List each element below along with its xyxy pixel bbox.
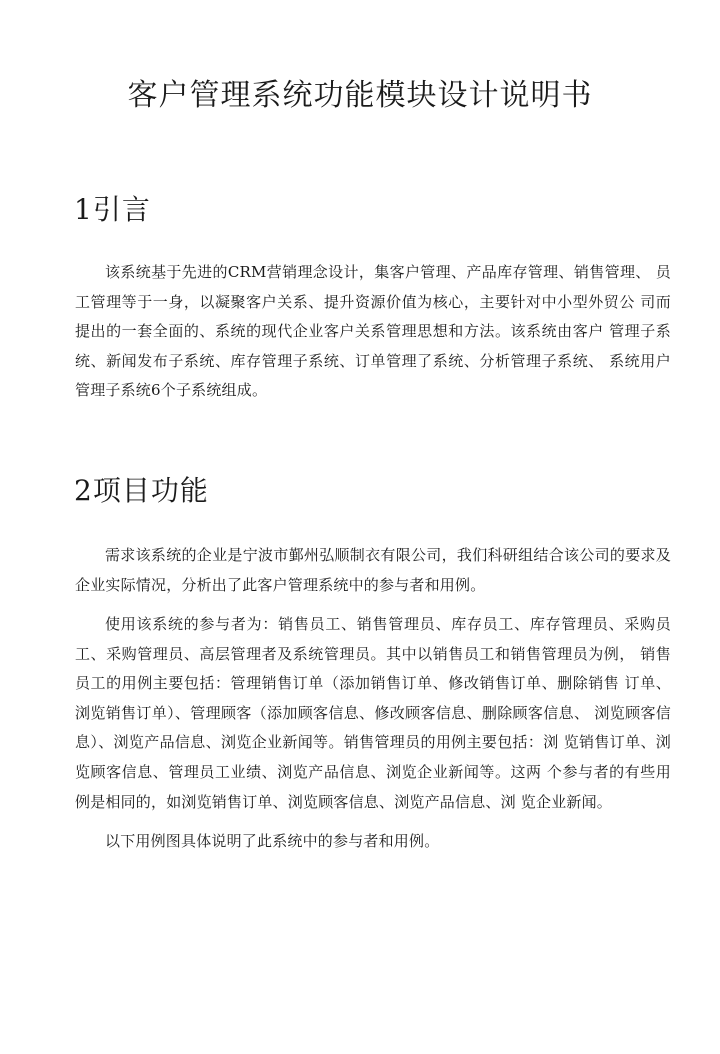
document-title: 客户管理系统功能模块设计说明书 bbox=[127, 78, 593, 113]
section-heading-introduction: 1引言 bbox=[74, 193, 151, 226]
functions-paragraph-use-case-note: 以下用例图具体说明了此系统中的参与者和用例。 bbox=[105, 832, 440, 850]
introduction-paragraph: 该系统基于先进的CRM营销理念设计，集客户管理、产品库存管理、销售管理、 员工管理等于一身，以凝聚客户关系、提升资源价值为核心，主要针对中小型外贸公 司而提出的一套全面的、系统的现代企业客户关系管理思想和方法。该系统由客户 管理子系统、新闻发布子系统、库存管理子系统、订单管理了系统、分析管理子系统、 系统用户管理子系统6个子系统组成。 bbox=[75, 263, 671, 400]
functions-paragraph-actors: 使用该系统的参与者为：销售员工、销售管理员、库存员工、库存管理员、采购员工、采购管理员、高层管理者及系统管理员。其中以销售员工和销售管理员为例， 销售员工的用例主要包括：管理销售订单（添加销售订单、修改销售订单、删除销售 订单、浏览销售订单）、管理顾客（添加顾客信息、修改顾客信息、删除顾客信息、 浏览顾客信息）、浏览产品信息、浏览企业新闻等。销售管理员的用例主要包括：浏 览销售订单、浏览顾客信息、管理员工业绩、浏览产品信息、浏览企业新闻等。这两 个参与者的有些用例是相同的，如浏览销售订单、浏览顾客信息、浏览产品信息、浏 览企业新闻。 bbox=[75, 615, 671, 811]
section-heading-project-functions: 2项目功能 bbox=[74, 474, 209, 507]
functions-paragraph-requirements: 需求该系统的企业是宁波市鄞州弘顺制衣有限公司，我们科研组结合该公司的要求及企业实际情况，分析出了此客户管理系统中的参与者和用例。 bbox=[75, 546, 671, 594]
